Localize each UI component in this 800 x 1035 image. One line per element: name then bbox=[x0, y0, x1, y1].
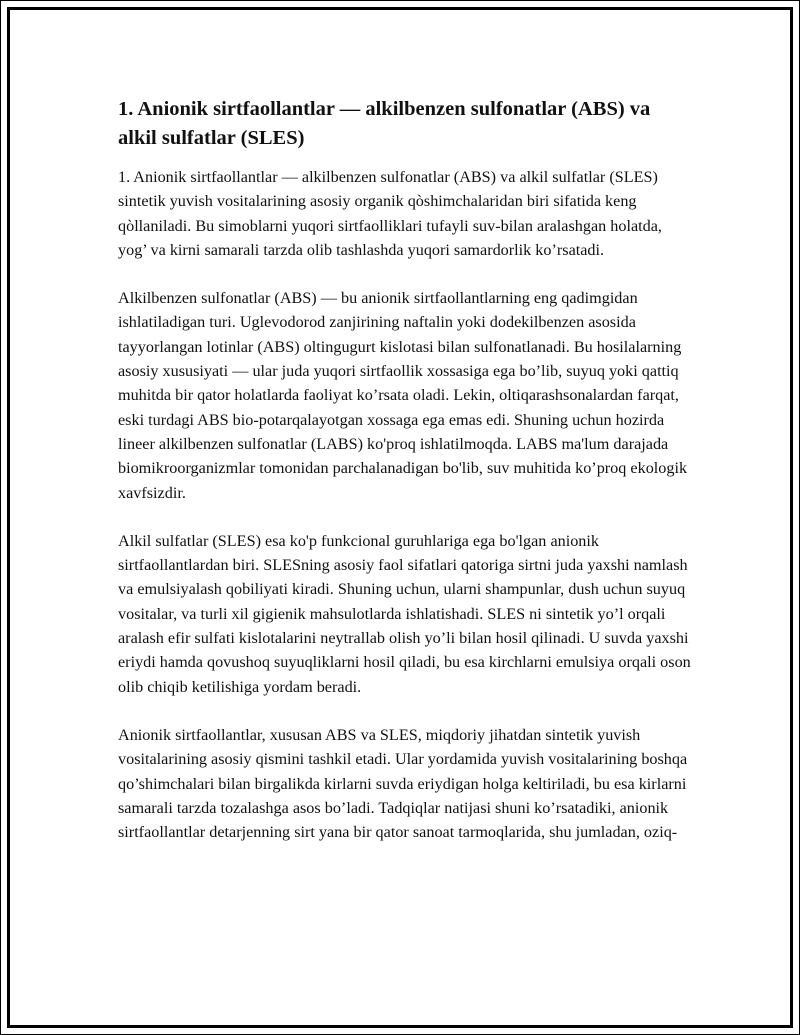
paragraph-summary: Anionik sirtfaollantlar, xususan ABS va SLES, miqdoriy jihatdan sintetik yuvish vositalarining asosiy qismini tashkil etadi. Ular yordamida yuvish vositalarining boshqa qo’shimchalari bilan birgalikda kirlarni suvda eriydigan holga keltiriladi, bu esa kirlarni samarali tarzda tozalashga asos bo’ladi. Tadqiqlar natijasi shuni ko’rsatadiki, anionik sirtfaollantlar detarjenning sirt yana bir qator sanoat tarmoqlarida, shu jumladan, oziq- bbox=[118, 725, 688, 842]
paragraph-sles: Alkil sulfatlar (SLES) esa ko'p funkcional guruhlariga ega bo'lgan anionik sirtfaollantlardan biri. SLESning asosiy faol sifatlari qatoriga sirtni juda yaxshi namlash va emulsiyalash qobiliyati kiradi. Shuning uchun, ularni shampunlar, dush uchun suyuq vositalar, va turli xil gigienik mahsulotlarda ishlatishadi. SLES ni sintetik yo’l orqali aralash efir sulfati kislotalarini neytrallab olish yo’li bilan hosil qilinadi. U suvda yaxshi eriydi hamda qovushoq suyuqliklarni hosil qiladi, bu esa kirchlarni emulsiya orqali oson olib chiqib ketilishiga yordam beradi. bbox=[118, 531, 691, 696]
section-heading: 1. Anionik sirtfaollantlar — alkilbenzen sulfonatlar (ABS) va alkil sulfatlar (SLES) bbox=[118, 98, 651, 149]
document-body bbox=[118, 95, 693, 868]
paragraph-intro: 1. Anionik sirtfaollantlar — alkilbenzen sulfonatlar (ABS) va alkil sulfatlar (SLES) sintetik yuvish vositalarining asosiy organik qòshimchalaridan biri sifatida keng qòllaniladi. Bu simoblarni yuqori sirtfaolliklari tufayli suv-bilan aralashgan holatda, yog’ va kirni samarali tarzda olib tashlashda yuqori samardorlik ko’rsatadi. bbox=[118, 168, 662, 259]
paragraph-abs: Alkilbenzen sulfonatlar (ABS) — bu anionik sirtfaollantlarning eng qadimgidan ishlatiladigan turi. Uglevodorod zanjirining naftalin yoki dodekilbenzen asosida tayyorlangan lotinlar (ABS) oltingugurt kislotasi bilan sulfonatlanadi. Bu hosilalarning asosiy xususiyati — ular juda yuqori sirtfaollik xossasiga ega bo’lib, suyuq yoki qattiq muhitda bir qator holatlarda faoliyat ko’rsata oladi. Lekin, oltiqarashsonalardan farqat, eski turdagi ABS bio-potarqalayotgan xossaga ega emas edi. Shuning uchun hozirda lineer alkilbenzen sulfonatlar (LABS) ko'proq ishlatilmoqda. LABS ma'lum darajada biomikroorganizmlar tomonidan parchalanadigan bo'lib, suv muhitida ko’proq ekologik xavfsizdir. bbox=[118, 289, 688, 502]
